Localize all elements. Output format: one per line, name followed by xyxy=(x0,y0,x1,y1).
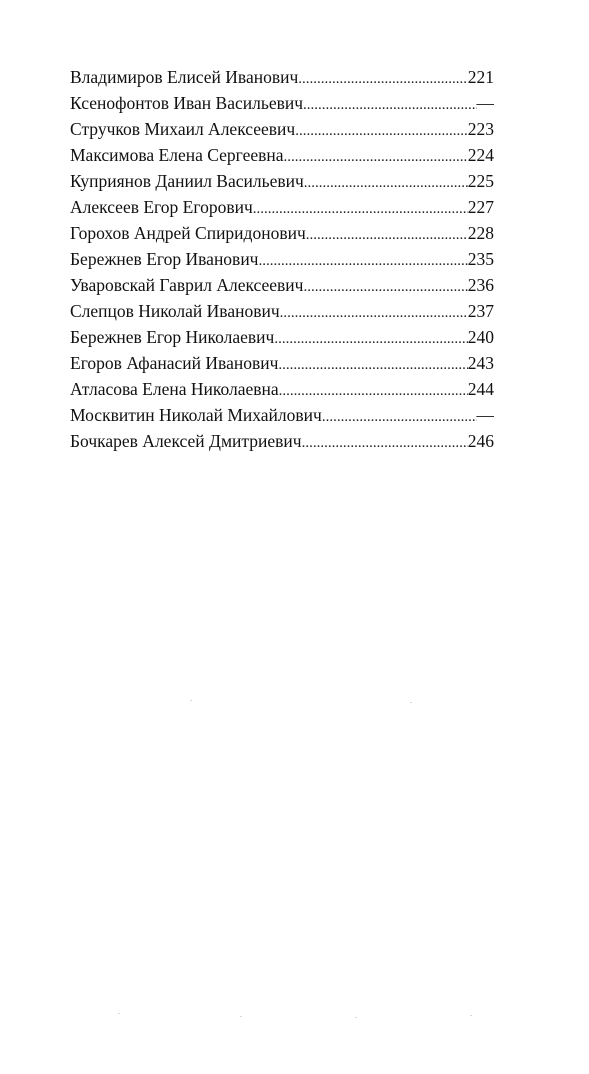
toc-entry xyxy=(70,246,494,272)
toc-entry xyxy=(70,168,494,194)
toc-entry xyxy=(70,298,494,324)
toc-entry-page: 236 xyxy=(467,275,494,295)
toc-entry-page: 235 xyxy=(467,249,494,269)
toc-dot-leader xyxy=(304,170,468,194)
toc-entry-page: 225 xyxy=(467,171,494,191)
scan-speck xyxy=(190,700,192,701)
toc-entry-name: Егоров Афанасий Иванович xyxy=(70,353,279,373)
toc-entry-name: Стручков Михаил Алексеевич xyxy=(70,119,296,139)
toc-entry-page: 228 xyxy=(467,223,494,243)
toc-entry-name: Атласова Елена Николаевна xyxy=(70,379,279,399)
toc-entry xyxy=(70,90,494,116)
scan-speck xyxy=(410,702,412,703)
toc-entry-name: Бережнев Егор Иванович xyxy=(70,249,259,269)
toc-entry-name: Куприянов Даниил Васильевич xyxy=(70,171,304,191)
toc-entry-page: 224 xyxy=(467,145,494,165)
toc-entry xyxy=(70,324,494,350)
toc-dot-leader xyxy=(322,404,477,428)
toc-entry xyxy=(70,376,494,402)
toc-entry xyxy=(70,272,494,298)
toc-entry-page: 244 xyxy=(467,379,494,399)
toc-dot-leader xyxy=(253,196,468,220)
toc-entry-page: — xyxy=(476,93,494,113)
toc-entry-name: Бочкарев Алексей Дмитриевич xyxy=(70,431,302,451)
toc-entry xyxy=(70,220,494,246)
toc-dot-leader xyxy=(274,326,467,350)
toc-entry-page: 223 xyxy=(467,119,494,139)
toc-entry-name: Москвитин Николай Михайлович xyxy=(70,405,322,425)
toc-dot-leader xyxy=(280,300,468,324)
toc-dot-leader xyxy=(302,430,468,454)
toc-entry-page: 221 xyxy=(467,67,494,87)
toc-dot-leader xyxy=(306,222,468,246)
toc-dot-leader xyxy=(298,66,467,90)
toc-entry-page: 227 xyxy=(467,197,494,217)
toc-entry xyxy=(70,402,494,428)
toc-entry-name: Уваровскай Гаврил Алексеевич xyxy=(70,275,304,295)
toc-entry xyxy=(70,116,494,142)
toc-entry-name: Алексеев Егор Егорович xyxy=(70,197,253,217)
toc-entry-page: 243 xyxy=(467,353,494,373)
table-of-contents xyxy=(70,64,494,454)
toc-entry xyxy=(70,194,494,220)
scan-speck xyxy=(355,1017,357,1018)
scan-speck xyxy=(470,1015,472,1016)
scan-speck xyxy=(240,1016,242,1017)
toc-entry xyxy=(70,142,494,168)
toc-dot-leader xyxy=(278,352,467,376)
toc-entry-name: Горохов Андрей Спиридонович xyxy=(70,223,306,243)
toc-entry-name: Бережнев Егор Николаевич xyxy=(70,327,275,347)
toc-entry-name: Слепцов Николай Иванович xyxy=(70,301,280,321)
toc-dot-leader xyxy=(303,274,467,298)
toc-entry-name: Максимова Елена Сергеевна xyxy=(70,145,284,165)
scan-speck xyxy=(118,1013,120,1014)
toc-entry-page: 246 xyxy=(467,431,494,451)
toc-entry-name: Ксенофонтов Иван Васильевич xyxy=(70,93,304,113)
toc-dot-leader xyxy=(284,144,468,168)
toc-entry-page: 237 xyxy=(467,301,494,321)
toc-entry-page: — xyxy=(476,405,494,425)
toc-entry xyxy=(70,428,494,454)
toc-entry-page: 240 xyxy=(467,327,494,347)
toc-dot-leader xyxy=(303,92,476,116)
toc-entry xyxy=(70,350,494,376)
toc-entry-name: Владимиров Елисей Иванович xyxy=(70,67,299,87)
toc-dot-leader xyxy=(279,378,468,402)
toc-dot-leader xyxy=(258,248,467,272)
toc-dot-leader xyxy=(295,118,468,142)
toc-entry xyxy=(70,64,494,90)
